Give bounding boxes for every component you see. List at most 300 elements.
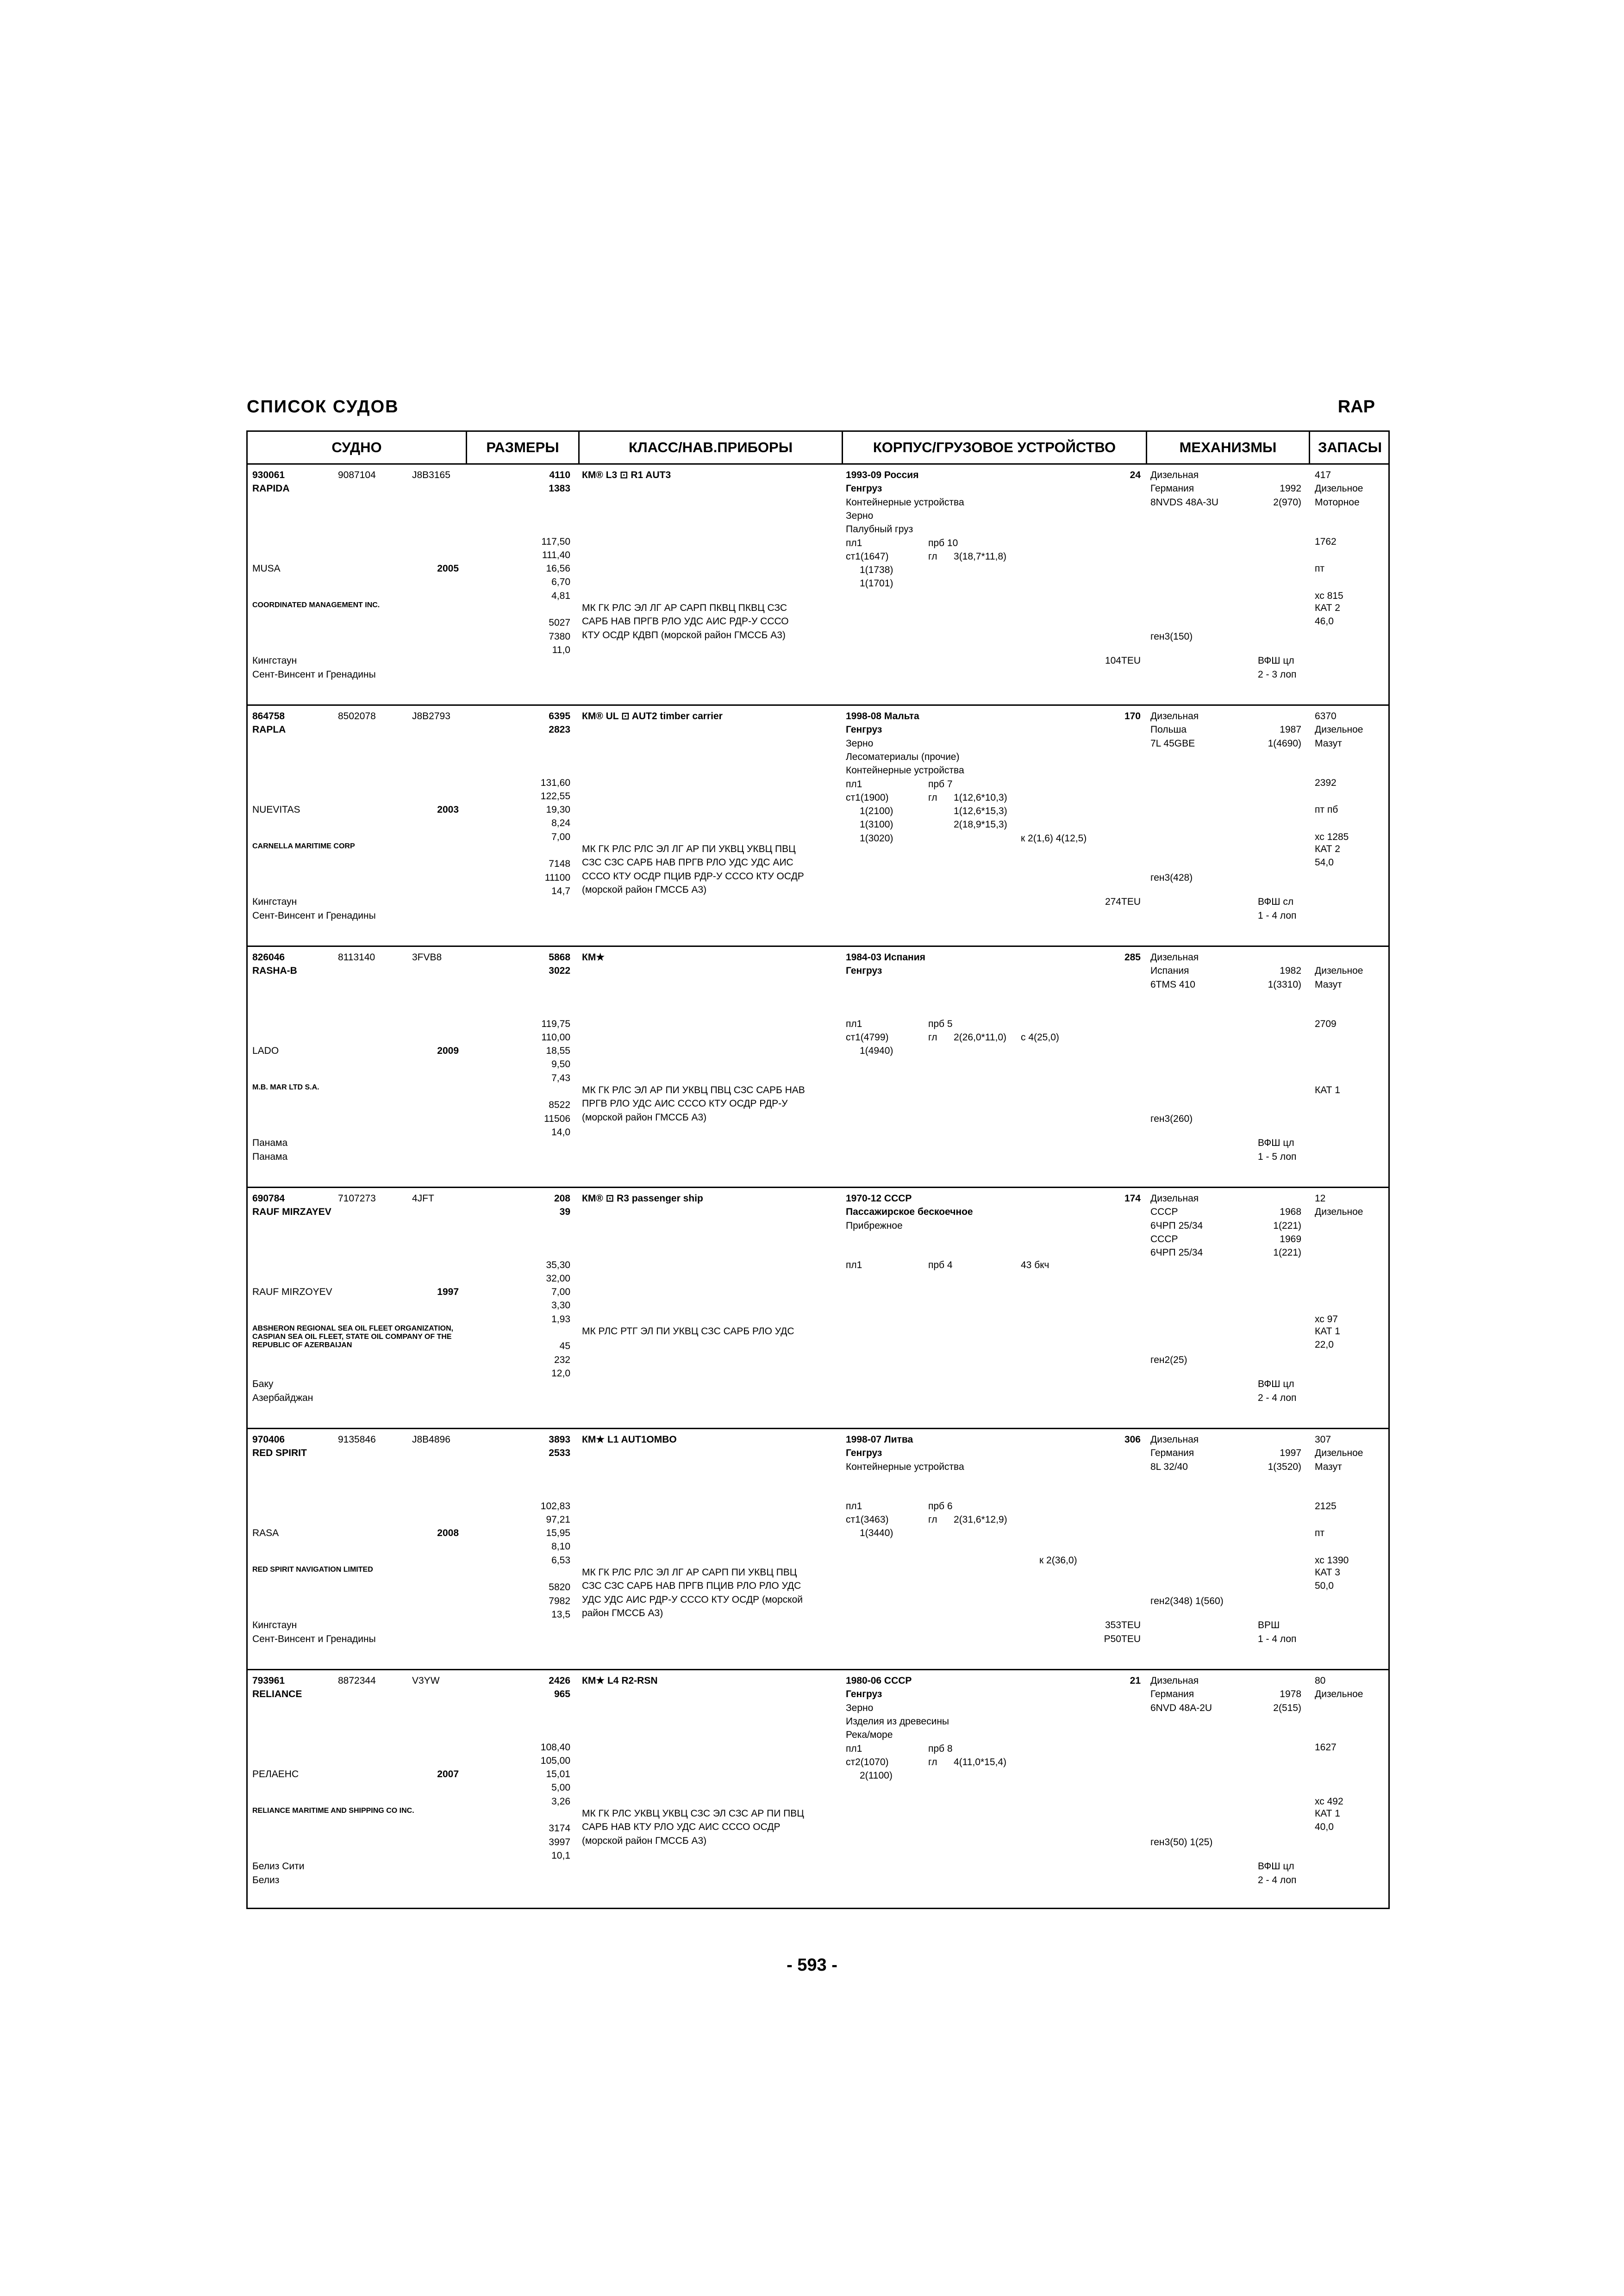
propeller-type: ВФШ цл: [1258, 655, 1294, 666]
ship-name: RAPIDA: [252, 483, 290, 494]
imo-number: 8113140: [338, 952, 375, 963]
call-sign: J8B3165: [412, 470, 450, 480]
nav-equipment-line: МК ГК РЛС ЭЛ АР ПИ УКВЦ ПВЦ СЗС САРБ НАВ: [582, 1085, 805, 1096]
hold-info: прб 7: [928, 778, 953, 790]
nav-equipment-line: (морской район ГМССБ А3): [582, 1112, 707, 1123]
dimension-value: 8,10: [551, 1541, 570, 1552]
stock-value: 80: [1315, 1675, 1326, 1686]
stock-value: 2392: [1315, 777, 1337, 788]
port-of-registry: Кингстаун: [252, 1620, 297, 1631]
machinery-info: 1978: [1280, 1689, 1301, 1700]
call-sign: 3FVB8: [412, 952, 442, 963]
call-sign: J8B2793: [412, 711, 450, 722]
nav-equipment-line: МК ГК РЛС ЭЛ ЛГ АР САРП ПКВЦ ПКВЦ СЗС: [582, 603, 787, 614]
imo-number: 9087104: [338, 470, 376, 480]
flag-state: Азербайджан: [252, 1392, 313, 1403]
ship-name: RELIANCE: [252, 1689, 302, 1700]
generator-info: ген2(25): [1150, 1354, 1187, 1365]
machinery-info: СССР: [1150, 1233, 1178, 1244]
hold-info: пл1: [846, 1259, 862, 1270]
crew-info: 1 - 4 лоп: [1258, 910, 1297, 921]
ship-entry: [248, 1670, 1388, 1911]
machinery-info: Мазут: [1315, 1461, 1342, 1472]
former-name: LADO: [252, 1045, 279, 1057]
hold-info: 1(1738): [860, 565, 893, 576]
register-number: 690784: [252, 1193, 285, 1204]
dimension-value: 18,55: [546, 1045, 570, 1057]
dimension-value: 111,40: [542, 549, 570, 560]
dimension-value: 4,81: [551, 590, 570, 601]
dimension-value: 102,83: [540, 1500, 570, 1512]
nav-equipment-line: район ГМССБ А3): [582, 1608, 663, 1619]
stock-value: КАТ 1: [1315, 1085, 1340, 1096]
machinery-info: Дизельное: [1315, 724, 1363, 735]
ship-entry: [248, 1188, 1388, 1429]
hull-cargo-type: Контейнерные устройства: [846, 765, 964, 776]
machinery-info: Мазут: [1315, 738, 1342, 749]
hull-number: 21: [1130, 1675, 1141, 1686]
dimension-value: 3,26: [551, 1796, 570, 1807]
stock-value: хс 1285: [1315, 831, 1349, 842]
hull-cargo-type: Контейнерные устройства: [846, 1461, 964, 1472]
hold-info: 1(12,6*10,3): [954, 792, 1007, 803]
dimension-value: 2426: [549, 1675, 570, 1686]
machinery-info: 6NVD 48A-2U: [1150, 1702, 1212, 1713]
stock-value: 54,0: [1315, 857, 1334, 868]
hold-info: ст1(1900): [846, 792, 889, 803]
former-name: РЕЛАЕНС: [252, 1769, 299, 1780]
stock-value: пт пб: [1315, 804, 1338, 815]
container-capacity: 104TEU: [1105, 655, 1141, 666]
hull-cargo-type: Пассажирское бескоечное: [846, 1207, 973, 1218]
port-of-registry: Кингстаун: [252, 896, 297, 908]
call-sign: V3YW: [412, 1675, 440, 1686]
hold-info: к 2(1,6) 4(12,5): [1021, 833, 1087, 844]
hold-info: 2(31,6*12,9): [954, 1514, 1007, 1525]
machinery-info: 1968: [1280, 1207, 1301, 1218]
hold-info: 1(3020): [860, 833, 893, 844]
dimension-value: 3022: [549, 965, 570, 977]
class-notation: КМ® L3 ⊡ R1 AUT3: [582, 470, 671, 480]
call-sign: J8B4896: [412, 1434, 450, 1445]
imo-number: 8502078: [338, 711, 376, 722]
ship-entry: [248, 1429, 1388, 1670]
machinery-info: Дизельное: [1315, 965, 1363, 977]
class-notation: КМ★: [582, 952, 605, 963]
dimension-value: 14,0: [551, 1126, 570, 1138]
hold-info: гл: [928, 792, 937, 803]
nav-equipment-line: СЗС СЗС САРБ НАВ ПРГВ РЛО УДС УДС АИС: [582, 857, 793, 868]
machinery-info: Дизельное: [1315, 1689, 1363, 1700]
page-section-code: RAP: [1337, 397, 1375, 417]
dimension-value: 39: [559, 1207, 570, 1218]
build-date-country: 1998-08 Мальта: [846, 711, 919, 722]
build-year: 2005: [437, 563, 459, 574]
flag-state: Белиз: [252, 1874, 280, 1885]
machinery-info: СССР: [1150, 1207, 1178, 1218]
hold-info: 1(3100): [860, 819, 893, 830]
hold-info: 3(18,7*11,8): [954, 551, 1007, 562]
dimension-value: 13,5: [551, 1609, 570, 1620]
machinery-info: 6ЧРП 25/34: [1150, 1247, 1203, 1258]
dimension-value: 7380: [549, 631, 570, 642]
hull-number: 24: [1130, 470, 1141, 480]
propeller-type: ВФШ сл: [1258, 896, 1294, 908]
class-notation: КМ® ⊡ R3 passenger ship: [582, 1193, 703, 1204]
hold-info: ст1(1647): [846, 551, 889, 562]
nav-equipment-line: КТУ ОСДР КДВП (морской район ГМССБ А3): [582, 629, 786, 641]
former-name: NUEVITAS: [252, 804, 300, 815]
machinery-info: Германия: [1150, 1689, 1194, 1700]
generator-info: ген3(428): [1150, 872, 1193, 883]
stock-value: 50,0: [1315, 1580, 1334, 1592]
hull-cargo-type: Генгруз: [846, 965, 882, 977]
machinery-info: Дизельное: [1315, 483, 1363, 494]
dimension-value: 2823: [549, 724, 570, 735]
dimension-value: 19,30: [546, 804, 570, 815]
crane-info: к 2(36,0): [1039, 1555, 1077, 1566]
dimension-value: 5868: [549, 952, 570, 963]
nav-equipment-line: СССО КТУ ОСДР ПЦИВ РДР-У СССО КТУ ОСДР: [582, 871, 804, 882]
propeller-type: ВФШ цл: [1258, 1379, 1294, 1390]
dimension-value: 108,40: [540, 1742, 570, 1753]
machinery-info: 8L 32/40: [1150, 1461, 1188, 1472]
dimension-value: 965: [554, 1689, 570, 1700]
build-date-country: 1984-03 Испания: [846, 952, 925, 963]
dimension-value: 9,50: [551, 1059, 570, 1070]
nav-equipment-line: МК ГК РЛС УКВЦ УКВЦ СЗС ЭЛ СЗС АР ПИ ПВЦ: [582, 1808, 804, 1819]
hull-cargo-type: Изделия из древесины: [846, 1716, 949, 1727]
machinery-info: Дизельная: [1150, 1434, 1199, 1445]
hull-number: 306: [1124, 1434, 1141, 1445]
hold-info: 2(26,0*11,0): [954, 1032, 1007, 1043]
dimension-value: 4110: [549, 470, 570, 480]
generator-info: ген3(260): [1150, 1113, 1193, 1124]
hold-info: 1(12,6*15,3): [954, 806, 1007, 817]
machinery-info: Дизельная: [1150, 952, 1199, 963]
hull-number: 285: [1124, 952, 1141, 963]
dimension-value: 131,60: [540, 777, 570, 788]
former-name: RAUF MIRZOYEV: [252, 1287, 332, 1298]
machinery-info: Дизельная: [1150, 1193, 1199, 1204]
build-date-country: 1998-07 Литва: [846, 1434, 913, 1445]
machinery-info: 7L 45GBE: [1150, 738, 1195, 749]
ship-register-table: [246, 430, 1390, 1909]
stock-value: хс 492: [1315, 1796, 1343, 1807]
stock-value: пт: [1315, 1528, 1324, 1539]
hold-info: 1(3440): [860, 1528, 893, 1539]
hull-cargo-type: Контейнерные устройства: [846, 497, 964, 508]
class-notation: КМ★ L4 R2-RSN: [582, 1675, 658, 1686]
dimension-value: 208: [554, 1193, 570, 1204]
stock-value: хс 97: [1315, 1313, 1338, 1325]
flag-state: Сент-Винсент и Гренадины: [252, 910, 376, 921]
nav-equipment-line: МК РЛС РТГ ЭЛ ПИ УКВЦ СЗС САРБ РЛО УДС: [582, 1326, 794, 1337]
ship-manager: M.B. MAR LTD S.A.: [252, 1083, 319, 1092]
machinery-info: 6ЧРП 25/34: [1150, 1220, 1203, 1231]
machinery-info: 2(970): [1273, 497, 1301, 508]
dimension-value: 119,75: [541, 1018, 570, 1029]
dimension-value: 12,0: [551, 1368, 570, 1379]
imo-number: 8872344: [338, 1675, 376, 1686]
call-sign: 4JFT: [412, 1193, 434, 1204]
machinery-info: 1987: [1280, 724, 1301, 735]
dimension-value: 10,1: [551, 1850, 570, 1861]
ship-name: RASHA-B: [252, 965, 297, 977]
build-year: 2007: [437, 1769, 459, 1780]
nav-equipment-line: САРБ НАВ КТУ РЛО УДС АИС СССО ОСДР: [582, 1822, 781, 1833]
column-header-dimensions: РАЗМЕРЫ: [467, 432, 580, 463]
dimension-value: 6395: [549, 711, 570, 722]
dimension-value: 3893: [549, 1434, 570, 1445]
column-header-hull: КОРПУС/ГРУЗОВОЕ УСТРОЙСТВО: [843, 432, 1147, 463]
stock-value: 12: [1315, 1193, 1326, 1204]
column-header-machinery: МЕХАНИЗМЫ: [1147, 432, 1310, 463]
propeller-type: ВФШ цл: [1258, 1138, 1294, 1149]
hull-cargo-type: Генгруз: [846, 1689, 882, 1700]
nav-equipment-line: МК ГК РЛС РЛС ЭЛ ЛГ АР ПИ УКВЦ УКВЦ ПВЦ: [582, 844, 796, 855]
hold-info: 2(18,9*15,3): [954, 819, 1007, 830]
former-name: RASA: [252, 1528, 279, 1539]
stock-value: хс 815: [1315, 590, 1343, 601]
stock-value: пт: [1315, 563, 1324, 574]
hold-info: прб 5: [928, 1018, 953, 1029]
hold-info: 1(1701): [860, 578, 893, 589]
machinery-info: Испания: [1150, 965, 1189, 977]
hull-number: 174: [1124, 1193, 1141, 1204]
dimension-value: 16,56: [546, 563, 570, 574]
dimension-value: 117,50: [541, 536, 570, 547]
dimension-value: 32,00: [546, 1273, 570, 1284]
hold-info: 2(1100): [860, 1770, 893, 1781]
ship-name: RAUF MIRZAYEV: [252, 1207, 331, 1218]
ship-entry: [248, 947, 1388, 1188]
build-date-country: 1993-09 Россия: [846, 470, 919, 480]
ship-manager: RELIANCE MARITIME AND SHIPPING CO INC.: [252, 1807, 414, 1815]
machinery-info: 1(3310): [1268, 979, 1301, 990]
dimension-value: 7148: [549, 859, 570, 870]
hull-cargo-type: Прибрежное: [846, 1220, 903, 1231]
build-date-country: 1970-12 СССР: [846, 1193, 912, 1204]
hull-number: 170: [1124, 711, 1141, 722]
dimension-value: 11506: [544, 1113, 570, 1124]
hold-info: прб 4: [928, 1259, 953, 1270]
stock-value: 1762: [1315, 536, 1337, 547]
machinery-info: Моторное: [1315, 497, 1360, 508]
hold-info: пл1: [846, 778, 862, 790]
build-year: 1997: [437, 1287, 459, 1298]
page-number: - 593 -: [787, 1955, 837, 1975]
hold-info: 4(11,0*15,4): [954, 1756, 1007, 1767]
flag-state: Сент-Винсент и Гренадины: [252, 1633, 376, 1644]
dimension-value: 11100: [544, 872, 570, 883]
ship-manager: CARNELLA MARITIME CORP: [252, 842, 355, 851]
nav-equipment-line: МК ГК РЛС РЛС ЭЛ ЛГ АР САРП ПИ УКВЦ ПВЦ: [582, 1567, 797, 1578]
hull-cargo-type: Зерно: [846, 738, 874, 749]
register-number: 793961: [252, 1675, 285, 1686]
hold-info: гл: [928, 1514, 937, 1525]
machinery-info: Мазут: [1315, 979, 1342, 990]
dimension-value: 11,0: [552, 644, 570, 655]
dimension-value: 5027: [549, 617, 570, 628]
register-number: 826046: [252, 952, 285, 963]
stock-value: 2125: [1315, 1500, 1337, 1512]
dimension-value: 232: [554, 1354, 570, 1365]
hold-info: пл1: [846, 1500, 862, 1512]
register-number: 864758: [252, 711, 285, 722]
dimension-value: 7,43: [551, 1072, 570, 1083]
hold-info: 1(4940): [860, 1045, 893, 1057]
generator-info: ген3(50) 1(25): [1150, 1836, 1213, 1848]
ship-entry: [248, 465, 1388, 706]
propeller-type: ВРШ: [1258, 1620, 1280, 1631]
dimension-value: 8522: [549, 1100, 570, 1111]
machinery-info: Германия: [1150, 483, 1194, 494]
nav-equipment-line: (морской район ГМССБ А3): [582, 1835, 707, 1846]
build-year: 2009: [437, 1045, 459, 1057]
machinery-info: Дизельная: [1150, 1675, 1199, 1686]
dimension-value: 15,95: [546, 1528, 570, 1539]
hull-cargo-type: Генгруз: [846, 483, 882, 494]
dimension-value: 5820: [549, 1582, 570, 1593]
column-header-class: КЛАСС/НАВ.ПРИБОРЫ: [580, 432, 843, 463]
class-notation: КМ® UL ⊡ AUT2 timber carrier: [582, 711, 723, 722]
dimension-value: 122,55: [540, 790, 570, 802]
stock-value: КАТ 1: [1315, 1326, 1340, 1337]
crew-info: 1 - 5 лоп: [1258, 1151, 1297, 1162]
hull-cargo-type: Генгруз: [846, 1448, 882, 1459]
dimension-value: 6,53: [551, 1555, 570, 1566]
ship-name: RAPLA: [252, 724, 286, 735]
column-header-stocks: ЗАПАСЫ: [1318, 439, 1382, 455]
machinery-info: Германия: [1150, 1448, 1194, 1459]
class-notation: КМ★ L1 AUT1OMBO: [582, 1434, 677, 1445]
port-of-registry: Баку: [252, 1379, 274, 1390]
hull-cargo-type: Зерно: [846, 510, 874, 521]
dimension-value: 1383: [549, 483, 570, 494]
hull-cargo-type: Лесоматериалы (прочие): [846, 751, 960, 762]
stock-value: хс 1390: [1315, 1555, 1349, 1566]
propeller-type: ВФШ цл: [1258, 1861, 1294, 1872]
nav-equipment-line: СЗС СЗС САРБ НАВ ПРГВ ПЦИВ РЛО РЛО УДС: [582, 1580, 801, 1592]
dimension-value: 45: [559, 1341, 570, 1352]
dimension-value: 5,00: [551, 1782, 570, 1793]
crew-info: 2 - 4 лоп: [1258, 1392, 1297, 1403]
hold-info: прб 10: [928, 537, 958, 548]
dimension-value: 2533: [549, 1448, 570, 1459]
nav-equipment-line: САРБ НАВ ПРГВ РЛО УДС АИС РДР-У СССО: [582, 616, 789, 627]
ship-manager: COORDINATED MANAGEMENT INC.: [252, 601, 380, 610]
port-of-registry: Панама: [252, 1138, 288, 1149]
stock-value: 46,0: [1315, 616, 1334, 627]
dimension-value: 6,70: [551, 577, 570, 588]
hold-info: пл1: [846, 1018, 862, 1029]
machinery-info: Дизельная: [1150, 470, 1199, 480]
machinery-info: Дизельное: [1315, 1448, 1363, 1459]
hull-cargo-type: Палубный груз: [846, 524, 913, 535]
hold-info: гл: [928, 551, 937, 562]
stock-value: 2709: [1315, 1018, 1337, 1029]
nav-equipment-line: УДС УДС АИС РДР-У СССО КТУ ОСДР (морской: [582, 1594, 803, 1605]
machinery-info: Дизельное: [1315, 1207, 1363, 1218]
crew-info: 2 - 3 лоп: [1258, 669, 1297, 680]
hold-info: пл1: [846, 537, 862, 548]
ship-entry: [248, 706, 1388, 947]
machinery-info: 6TMS 410: [1150, 979, 1195, 990]
container-capacity: P50TEU: [1104, 1633, 1141, 1644]
build-year: 2003: [437, 804, 459, 815]
generator-info: ген3(150): [1150, 631, 1193, 642]
nav-equipment-line: (морской район ГМССБ А3): [582, 884, 707, 896]
hold-info: пл1: [846, 1743, 862, 1754]
stock-value: 1627: [1315, 1742, 1337, 1753]
stock-value: 22,0: [1315, 1339, 1334, 1350]
hold-info: ст1(3463): [846, 1514, 889, 1525]
hold-info: прб 6: [928, 1500, 953, 1512]
machinery-info: 1(4690): [1268, 738, 1301, 749]
dimension-value: 110,00: [541, 1032, 570, 1043]
page-title: СПИСОК СУДОВ: [247, 397, 399, 417]
hull-cargo-type: Генгруз: [846, 724, 882, 735]
stock-value: 6370: [1315, 711, 1337, 722]
dimension-value: 7982: [549, 1595, 570, 1606]
port-of-registry: Кингстаун: [252, 655, 297, 666]
former-name: MUSA: [252, 563, 281, 574]
dimension-value: 3174: [549, 1823, 570, 1834]
machinery-info: Польша: [1150, 724, 1187, 735]
machinery-info: 1997: [1280, 1448, 1301, 1459]
ship-name: RED SPIRIT: [252, 1448, 307, 1459]
build-date-country: 1980-06 СССР: [846, 1675, 912, 1686]
stock-value: КАТ 2: [1315, 603, 1340, 614]
hold-info: ст2(1070): [846, 1756, 889, 1767]
hull-cargo-type: Зерно: [846, 1702, 874, 1713]
dimension-value: 35,30: [546, 1259, 570, 1270]
container-capacity: 274TEU: [1105, 896, 1141, 908]
machinery-info: 1(3520): [1268, 1461, 1301, 1472]
imo-number: 9135846: [338, 1434, 376, 1445]
imo-number: 7107273: [338, 1193, 376, 1204]
crew-info: 1 - 4 лоп: [1258, 1633, 1297, 1644]
hold-info: 1(2100): [860, 806, 893, 817]
hold-info: гл: [928, 1032, 937, 1043]
dimension-value: 97,21: [546, 1514, 570, 1525]
port-of-registry: Белиз Сити: [252, 1861, 305, 1872]
build-year: 2008: [437, 1528, 459, 1539]
machinery-info: Дизельная: [1150, 711, 1199, 722]
nav-equipment-line: ПРГВ РЛО УДС АИС СССО КТУ ОСДР РДР-У: [582, 1098, 788, 1109]
stock-value: 40,0: [1315, 1822, 1334, 1833]
ship-manager: RED SPIRIT NAVIGATION LIMITED: [252, 1566, 373, 1574]
machinery-info: 1992: [1280, 483, 1301, 494]
dimension-value: 1,93: [551, 1313, 570, 1325]
hold-info: гл: [928, 1756, 937, 1767]
dimension-value: 8,24: [551, 818, 570, 829]
dimension-value: 105,00: [540, 1755, 570, 1766]
machinery-info: 2(515): [1273, 1702, 1301, 1713]
dimension-value: 15,01: [546, 1769, 570, 1780]
dimension-value: 3,30: [551, 1300, 570, 1311]
machinery-info: 8NVDS 48A-3U: [1150, 497, 1219, 508]
ship-manager: ABSHERON REGIONAL SEA OIL FLEET ORGANIZATION, CASPIAN SEA OIL FLEET, STATE OIL COMPANY OF THE REPUBLIC OF AZERBAIJAN: [252, 1325, 454, 1350]
hold-info: прб 8: [928, 1743, 953, 1754]
machinery-info: 1(221): [1273, 1220, 1301, 1231]
stock-value: КАТ 2: [1315, 844, 1340, 855]
hull-cargo-type: Река/море: [846, 1730, 893, 1741]
column-header-vessel: СУДНО: [248, 432, 467, 463]
crew-info: 2 - 4 лоп: [1258, 1874, 1297, 1885]
hold-info: ст1(4799): [846, 1032, 889, 1043]
